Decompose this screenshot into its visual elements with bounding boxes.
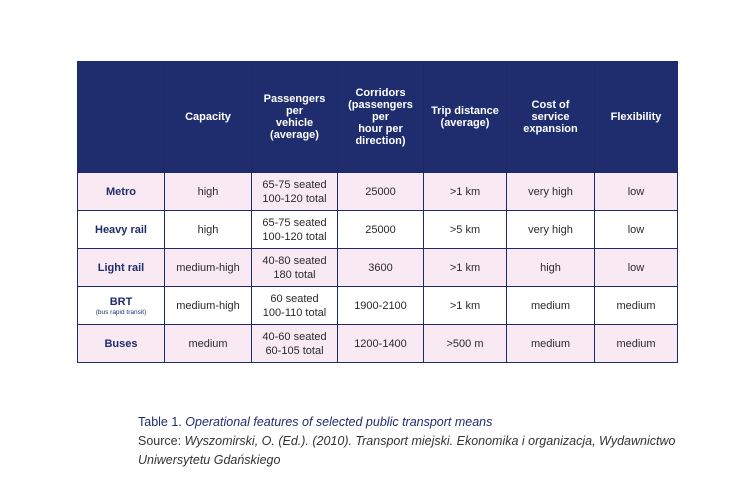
column-header-line: Passengers	[263, 93, 326, 105]
caption-source-text: Wyszomirski, O. (Ed.). (2010). Transport miejski. Ekonomika i organizacja, Wydawnictwo Uniwersytetu Gdańskiego	[138, 434, 676, 467]
trip-distance-cell: >1 km	[424, 173, 507, 211]
column-header-line: expansion	[523, 123, 578, 135]
caption-title: Operational features of selected public transport means	[185, 415, 493, 429]
capacity-cell: high	[165, 173, 252, 211]
caption-source-line	[138, 432, 718, 470]
corridors-cell: 1900-2100	[338, 287, 424, 325]
capacity-cell: medium	[165, 325, 252, 363]
table-row	[78, 249, 678, 287]
passengers-line: 60-105 total	[265, 344, 324, 357]
passengers-line: 65-75 seated	[262, 178, 327, 191]
corridors-cell: 3600	[338, 249, 424, 287]
corridors-cell: 1200-1400	[338, 325, 424, 363]
table-body	[78, 173, 678, 363]
passengers-cell	[252, 287, 338, 325]
passengers-cell	[252, 249, 338, 287]
capacity-cell: high	[165, 211, 252, 249]
passengers-line: 100-110 total	[262, 306, 327, 319]
passengers-cell	[252, 211, 338, 249]
flexibility-cell: low	[595, 173, 678, 211]
row-header	[78, 173, 165, 211]
row-header-label: BRT	[109, 295, 133, 308]
passengers-cell	[252, 173, 338, 211]
corridors-cell: 25000	[338, 173, 424, 211]
column-header	[424, 62, 507, 173]
column-header-line: Capacity	[185, 111, 231, 123]
capacity-cell: medium-high	[165, 287, 252, 325]
column-header	[252, 62, 338, 173]
transport-table	[77, 61, 678, 363]
caption-label: Table 1.	[138, 415, 182, 429]
flexibility-cell: low	[595, 211, 678, 249]
table-caption	[138, 413, 718, 470]
flexibility-cell: low	[595, 249, 678, 287]
row-header-label: Heavy rail	[95, 223, 147, 236]
column-header	[338, 62, 424, 173]
column-header-line: direction)	[355, 135, 406, 147]
column-header	[165, 62, 252, 173]
row-header	[78, 325, 165, 363]
table-row	[78, 211, 678, 249]
flexibility-cell: medium	[595, 287, 678, 325]
row-header-label: Light rail	[97, 261, 145, 274]
row-header-label: Buses	[104, 337, 138, 350]
table-header-row	[78, 62, 678, 173]
caption-title-line	[138, 413, 718, 432]
passengers-line: 40-60 seated	[262, 330, 327, 343]
passengers-line: 180 total	[273, 268, 316, 281]
corridors-cell: 25000	[338, 211, 424, 249]
trip-distance-cell: >1 km	[424, 249, 507, 287]
row-header	[78, 249, 165, 287]
column-header-line: service	[531, 111, 570, 123]
cost-cell: high	[507, 249, 595, 287]
row-header-label: Metro	[106, 185, 136, 198]
column-header-line: vehicle	[275, 117, 314, 129]
table-row	[78, 325, 678, 363]
cost-cell: very high	[507, 211, 595, 249]
column-header-line: Flexibility	[610, 111, 662, 123]
caption-source-label: Source:	[138, 434, 182, 448]
passengers-line: 100-120 total	[262, 192, 327, 205]
column-header-line: per	[371, 111, 390, 123]
column-header-line: per	[285, 105, 304, 117]
trip-distance-cell: >500 m	[424, 325, 507, 363]
column-header-line: (average)	[440, 117, 490, 129]
table-row	[78, 287, 678, 325]
header-cell-blank	[78, 62, 165, 173]
column-header	[595, 62, 678, 173]
column-header-line: hour per	[358, 123, 403, 135]
row-header-note: (bus rapid transit)	[95, 308, 147, 316]
cost-cell: medium	[507, 287, 595, 325]
column-header-line: Cost of	[531, 99, 570, 111]
passengers-line: 100-120 total	[262, 230, 327, 243]
cost-cell: medium	[507, 325, 595, 363]
trip-distance-cell: >5 km	[424, 211, 507, 249]
column-header-line: Corridors	[355, 87, 406, 99]
capacity-cell: medium-high	[165, 249, 252, 287]
row-header	[78, 287, 165, 325]
column-header-line: Trip distance	[431, 105, 499, 117]
row-header	[78, 211, 165, 249]
flexibility-cell: medium	[595, 325, 678, 363]
passengers-line: 60 seated	[270, 292, 319, 305]
column-header-line: (passengers	[348, 99, 413, 111]
trip-distance-cell: >1 km	[424, 287, 507, 325]
cost-cell: very high	[507, 173, 595, 211]
column-header-line: (average)	[270, 129, 319, 141]
passengers-line: 65-75 seated	[262, 216, 327, 229]
passengers-cell	[252, 325, 338, 363]
column-header	[507, 62, 595, 173]
table-row	[78, 173, 678, 211]
passengers-line: 40-80 seated	[262, 254, 327, 267]
